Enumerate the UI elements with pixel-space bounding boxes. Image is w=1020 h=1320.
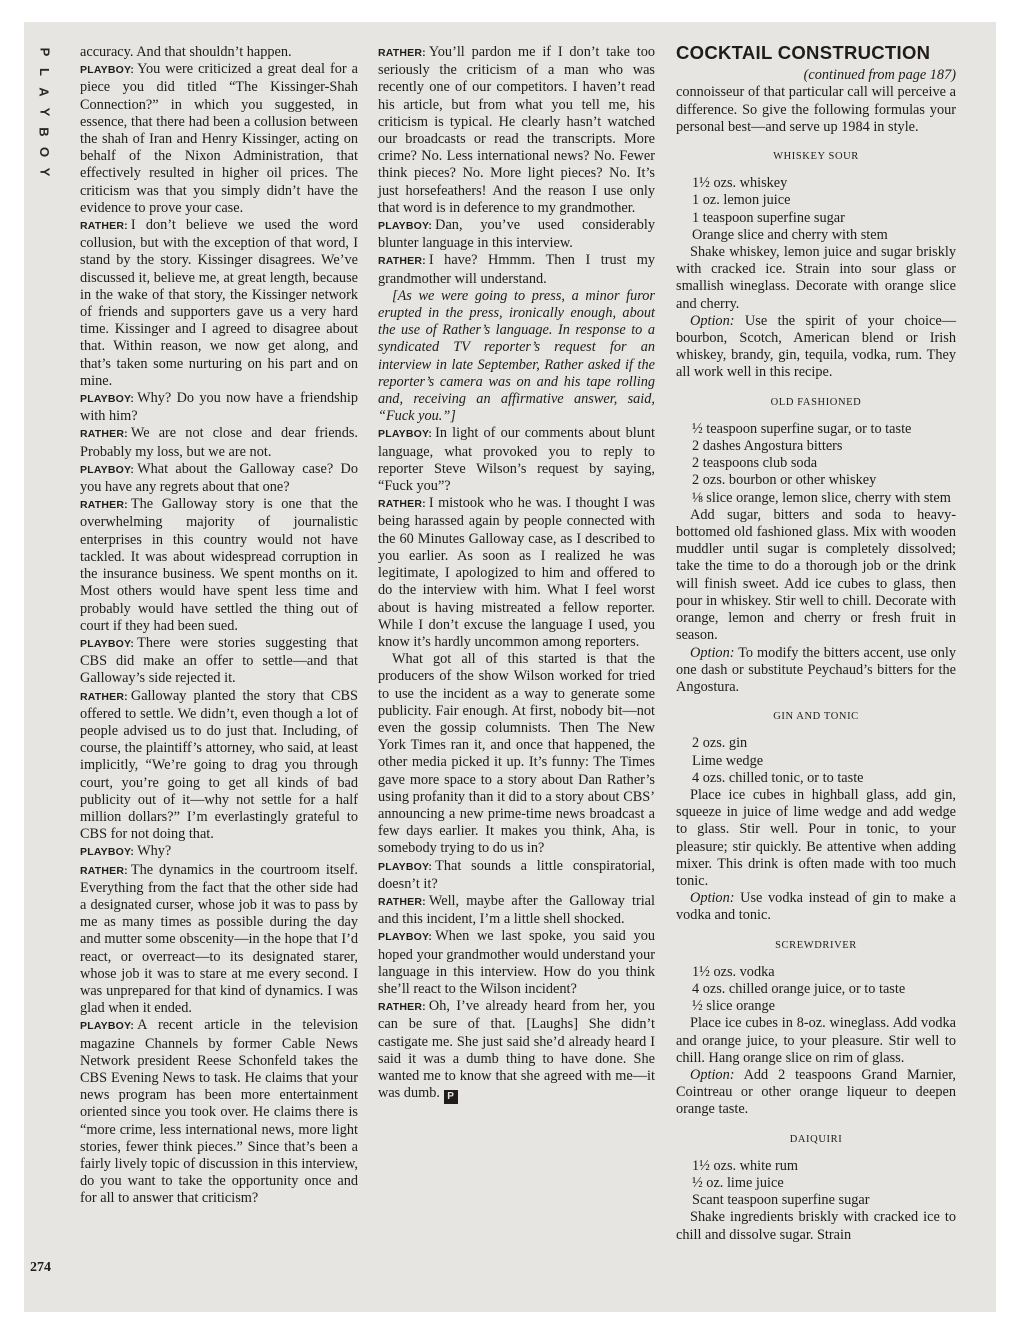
interviewer-question — [80, 1017, 358, 1207]
speaker-label: PLAYBOY: — [80, 463, 135, 476]
recipe-ingredient: 2 dashes Angostura bitters — [692, 438, 843, 455]
end-mark-icon: P — [444, 1090, 458, 1104]
magazine-name-vertical — [24, 42, 64, 182]
recipe-ingredient: ½ slice orange — [692, 998, 775, 1015]
recipe-ingredient: 4 ozs. chilled orange juice, or to taste — [692, 980, 906, 997]
editor-note: [As we were going to press, a minor furor erupted in the press, ironically enough, about the use of Rather’s language. In response to a syndicated TV reporter’s request for an interview in late September, Rather asked if the reporter’s camera was on and his tape rolling and, receiving an affirmative answer, said, “Fuck you.”] — [378, 287, 655, 425]
recipe-directions: Place ice cubes in 8-oz. wineglass. Add vodka and orange juice, to your pleasure. Stir well to chill. Hang orange slice on rim of glass. — [676, 1015, 956, 1066]
option-text: Use the spirit of your choice—bourbon, Scotch, American blend or Irish whiskey, brandy, gin, tequila, vodka, rum. They all work well in this recipe. — [676, 312, 956, 381]
cocktail-column — [676, 44, 956, 1244]
interviewer-question — [80, 635, 358, 688]
speaker-label: PLAYBOY: — [378, 931, 433, 944]
paragraph-text: The dynamics in the courtroom itself. Everything from the fact that the other side had a designated curser, whose job it was to pass by me as many times as possible during the day and mutter some obscenity—in the hope that I’d react, or overreact—to its designated starer, whose job it was to stare at me every second. I was unprepared for that kind of dynamics. I was glad when it ended. — [80, 861, 358, 1017]
recipe-ingredient: 1 oz. lemon juice — [692, 192, 791, 209]
recipe-ingredient: 1½ ozs. white rum — [692, 1157, 799, 1174]
speaker-label: RATHER: — [378, 895, 426, 908]
recipe-directions: Place ice cubes in highball glass, add gin, squeeze in juice of lime wedge and add wedge to glass. Stir well. Pour in tonic, to your pleasure; stir quickly. Be attentive when adding mixer. This drink is often made with too much tonic. — [676, 786, 956, 889]
recipe-ingredient: 4 ozs. chilled tonic, or to taste — [692, 769, 864, 786]
recipe-list — [676, 148, 956, 1244]
speaker-label: RATHER: — [80, 220, 128, 233]
option-label: Option: — [690, 1066, 735, 1083]
interviewer-question — [378, 217, 655, 252]
interviewer-question — [80, 461, 358, 496]
paragraph-text: I don’t believe we used the word collusion, but with the exception of that word, I stand by the story. Kissinger disagrees. We’ve discussed it, believe me, at great length, because in the wake of that story, the Kissinger network of friends and supporters gave us a very hard time. Kissinger and I agreed to disagree about that. Within reason, we now get along, and that’s taken some nurturing on his part and on mine. — [80, 217, 358, 389]
speaker-label: RATHER: — [80, 864, 128, 877]
interviewer-question — [80, 390, 358, 425]
speaker-label: RATHER: — [378, 498, 426, 511]
recipe-ingredient: ½ teaspoon superfine sugar, or to taste — [692, 420, 912, 437]
paragraph-text: What about the Galloway case? Do you have any regrets about that one? — [80, 460, 358, 496]
paragraph-text: What got all of this started is that the producers of the show Wilson worked for tried to use the incident as a way to generate some publicity. Fair enough. At first, nobody bit—not even the gossip columnists. Then The New York Times ran it, and once that happened, the other media picked it up. It’s funny: The Times gave more space to a story about Dan Rather’s using profanity than it did to a story about CBS’ announcing a new prime-time news broadcast a few days earlier. It makes you think, Aha, is somebody trying to do us in? — [378, 651, 655, 857]
interviewer-question — [378, 858, 655, 893]
paragraph-text: When we last spoke, you said you hoped your grandmother would understand your language in this interview. How do you think she’ll react to the Wilson incident? — [378, 928, 655, 997]
recipe-directions: Shake ingredients briskly with cracked ice to chill and dissolve sugar. Strain — [676, 1209, 956, 1243]
speaker-label: PLAYBOY: — [80, 846, 135, 859]
paragraph-text: The Galloway story is one that the overwhelming majority of journalistic enterprises in this country would not have tackled. It was about widespread corruption in the insurance business. We spent months on it. Most others would have spent less time and probably would have settled the thing out of court if they had been sued. — [80, 496, 358, 634]
recipe-option — [676, 890, 956, 924]
paragraph-text: I have? Hmmm. Then I trust my grandmother will understand. — [378, 252, 655, 287]
recipe-ingredient: Lime wedge — [692, 752, 764, 769]
interviewer-question — [80, 843, 358, 861]
paragraph-text: In light of our comments about blunt language, what provoked you to reply to reporter Steve Wilson’s request by saying, “Fuck you”? — [378, 425, 655, 495]
interviewee-answer — [378, 998, 655, 1104]
recipe-ingredient: 2 teaspoons club soda — [692, 455, 818, 472]
sidebar-letter: L — [36, 68, 52, 76]
sidebar-letter: O — [37, 146, 52, 158]
recipe-ingredient: 2 ozs. bourbon or other whiskey — [692, 472, 877, 489]
speaker-label: RATHER: — [80, 690, 128, 703]
option-text: To modify the bitters accent, use only one dash or substitute Peychaud’s bitters for the Angostura. — [676, 644, 956, 695]
speaker-label: RATHER: — [378, 255, 426, 268]
sidebar-letter: Y — [36, 107, 52, 117]
option-text: Use vodka instead of gin to make a vodka and tonic. — [676, 890, 956, 924]
speaker-label: RATHER: — [80, 499, 128, 512]
interviewee-answer — [80, 496, 358, 635]
paragraph-text: That sounds a little conspiratorial, doesn’t it? — [378, 857, 655, 892]
recipe-ingredient: 1½ ozs. vodka — [692, 963, 775, 980]
paragraph-text: Why? Do you now have a friendship with him? — [80, 390, 358, 425]
sidebar-letter: Y — [36, 167, 52, 177]
sidebar-letter: A — [36, 87, 52, 97]
speaker-label: RATHER: — [80, 428, 128, 441]
interviewer-question — [378, 928, 655, 998]
paragraph-text: A recent article in the television magazine Channels by former Cable News Network president Reese Schonfeld takes the CBS Evening News to task. He claims that your news program has been more entertainment oriented since you took over. He claims there is “more crime, less international news, more light stories, fewer think pieces.” Since that’s been a fairly lively topic of discussion in this interview, do you want to take the opportunity once and for all to answer that criticism? — [80, 1017, 358, 1207]
interviewee-answer — [378, 252, 655, 287]
interviewee-answer — [80, 862, 358, 1018]
interviewee-answer — [80, 425, 358, 460]
recipe-title: OLD FASHIONED — [770, 396, 862, 408]
interviewee-answer — [378, 495, 655, 651]
interviewee-answer — [80, 688, 358, 844]
speaker-label: PLAYBOY: — [80, 1020, 135, 1033]
speaker-label: PLAYBOY: — [378, 860, 433, 873]
interviewer-question — [80, 61, 358, 217]
option-label: Option: — [690, 890, 735, 907]
speaker-label: PLAYBOY: — [80, 637, 135, 650]
option-text: Add 2 teaspoons Grand Marnier, Cointreau or other orange liqueur to deepen orange taste. — [676, 1066, 956, 1118]
recipe-ingredient: ½ oz. lime juice — [692, 1174, 784, 1191]
cocktail-intro: connoisseur of that particular call will perceive a difference. So give the following formulas your personal best—and serve up 1984 in style. — [676, 84, 956, 135]
interviewee-answer — [378, 893, 655, 928]
recipe-ingredient: 2 ozs. gin — [692, 735, 748, 752]
recipe-title: SCREWDRIVER — [775, 939, 857, 951]
interviewer-question — [378, 425, 655, 495]
speaker-label: PLAYBOY: — [378, 220, 433, 233]
recipe-option — [676, 313, 956, 382]
recipe-directions: Shake whiskey, lemon juice and sugar briskly with cracked ice. Strain into sour glass or smallish wineglass. Decorate with orange slice and cherry. — [676, 244, 956, 312]
speaker-label: PLAYBOY: — [80, 393, 135, 406]
recipe-title: WHISKEY SOUR — [773, 151, 859, 163]
interviewee-answer — [378, 44, 655, 217]
article-headline: COCKTAIL CONSTRUCTION — [676, 42, 931, 63]
option-label: Option: — [690, 312, 735, 329]
speaker-label: RATHER: — [378, 1001, 426, 1014]
speaker-label: RATHER: — [378, 47, 426, 59]
recipe-option — [676, 1067, 956, 1119]
paragraph-text: Galloway planted the story that CBS offered to settle. We didn’t, even though a lot of people advised us to do just that. Including, of course, the plaintiff’s attorney, who said, at least implicitly, “We’re going to drag you through court, you’re going to get all kinds of bad publicity out of it—why not settle for a half million dollars?” I’m everlastingly grateful to CBS for not doing that. — [80, 687, 358, 843]
recipe-title: DAIQUIRI — [789, 1133, 843, 1145]
interviewee-answer — [80, 217, 358, 390]
recipe-ingredient: Orange slice and cherry with stem — [692, 226, 888, 243]
page-number: 274 — [30, 1260, 51, 1275]
paragraph-text: Well, maybe after the Galloway trial and this incident, I’m a little shell shocked. — [378, 892, 655, 928]
sidebar-letter: P — [36, 47, 52, 57]
paragraph-text: accuracy. And that shouldn’t happen. — [80, 44, 292, 60]
continued-note: (continued from page 187) — [803, 67, 956, 84]
paragraph-text: Dan, you’ve used considerably blunter language in this interview. — [378, 217, 655, 252]
paragraph-text: There were stories suggesting that CBS did make an offer to settle—and that Galloway’s side rejected it. — [80, 634, 358, 687]
paragraph-text: Why? — [137, 843, 172, 860]
speaker-label: PLAYBOY: — [80, 64, 135, 77]
recipe-title: GIN AND TONIC — [773, 711, 859, 723]
recipe-ingredient: 1 teaspoon superfine sugar — [692, 209, 845, 226]
sidebar-letter: B — [36, 127, 52, 137]
interview-column-1 — [80, 44, 358, 1208]
paragraph-text: Oh, I’ve already heard from her, you can be sure of that. [Laughs] She didn’t castigate me. She just said she’d already heard I said it was a dumb thing to have done. She wanted me to know that she agreed with me—it was dumb. — [378, 998, 655, 1102]
paragraph-text: You were criticized a great deal for a piece you did titled “The Kissinger-Shah Connection?” in which you suggested, in essence, that there had been a collusion between the shah of Iran and Henry Kissinger, acting on behalf of the Nixon Administration, that effectively resulted in higher oil prices. The criticism was that you simply didn’t have the evidence to prove your case. — [80, 61, 358, 216]
recipe-ingredient: Scant teaspoon superfine sugar — [692, 1192, 870, 1209]
paragraph-text: I mistook who he was. I thought I was being harassed again by people connected with the 60 Minutes Galloway case, as I described to you earlier. As soon as I realized he was legitimate, I apologized to him and offered to do the interview with him. What I feel worst about is having mistreated a fellow reporter. While I don’t excuse the language I used, you know it’s hardly uncommon among reporters. — [378, 495, 655, 650]
option-label: Option: — [690, 644, 735, 661]
paragraph-text: We are not close and dear friends. Probably my loss, but we are not. — [80, 425, 358, 460]
recipe-directions: Add sugar, bitters and soda to heavy-bottomed old fashioned glass. Mix with wooden muddler until sugar is completely dissolved; take the time to do a thorough job or the drink will finish sweet. Add ice cubes to glass, then pour in whiskey. Stir well to chill. Decorate with orange, lemon and cherry or fresh fruit in season. — [676, 506, 956, 644]
recipe-ingredient: 1½ ozs. whiskey — [692, 175, 788, 192]
speaker-label: PLAYBOY: — [378, 428, 433, 441]
magazine-page — [24, 22, 996, 1312]
paragraph-text: You’ll pardon me if I don’t take too seriously the criticism of a man who was recently one of our competitors. I haven’t read his article, but from what you tell me, his criticism is typical. He clearly hasn’t watched our broadcasts or read the transcripts. More crime? No. Less international news? No. Fewer think pieces? No. More light pieces? No. It’s just horsefeathers! And the reason I use only that word is in deference to my grandmother. — [378, 44, 655, 216]
interview-column-2 — [378, 44, 655, 1104]
recipe-option — [676, 645, 956, 697]
recipe-ingredient: ⅛ slice orange, lemon slice, cherry with stem — [692, 489, 951, 506]
